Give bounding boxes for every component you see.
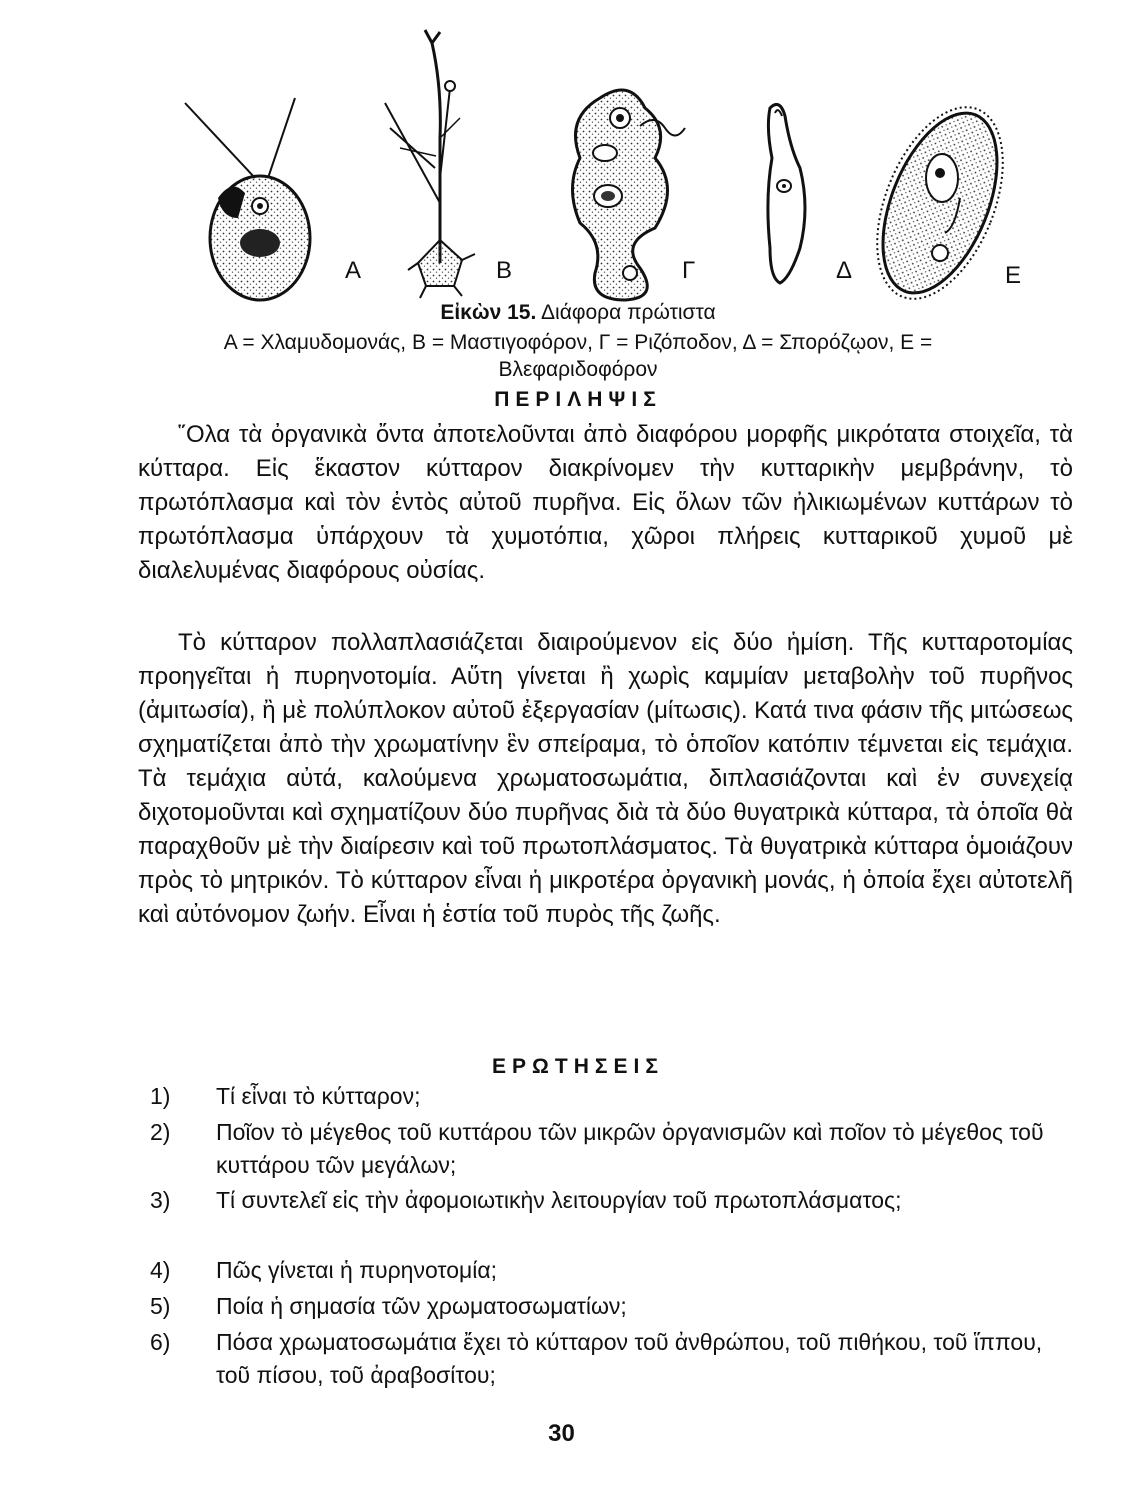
question-number: 1) <box>150 1083 171 1109</box>
summary-paragraph-1: ῞Ολα τὰ ὀργανικὰ ὄντα ἀποτελοῦνται ἀπὸ διαφόρου μορφῆς μικρότατα στοιχεῖα, τὰ κύτταρα. Εἰς ἕκαστον κύτταρον διακρίνομεν τὴν κυτταρικὴν μεμβράνην, τὸ πρωτόπλασμα καὶ τὸν ἐντὸς αὐτοῦ πυρῆνα. Εἰς ὅλων τῶν ἠλικιωμένων κυττάρων τὸ πρωτόπλασμα ὑπάρχουν τὰ χυμοτόπια, χῶροι πλήρεις κυτταρικοῦ χυμοῦ μὲ διαλελυμένας διαφόρους οὐσίας. <box>138 421 1073 584</box>
figure-caption <box>118 300 1038 325</box>
question-number: 3) <box>150 1187 171 1213</box>
question-number: 4) <box>150 1257 171 1283</box>
figure-label-e: Ε <box>1005 262 1022 289</box>
question-number: 5) <box>150 1293 171 1319</box>
page-number: 30 <box>548 1420 575 1447</box>
figure-caption-text: Διάφορα πρώτιστα <box>541 301 716 324</box>
questions-title: ΕΡΩΤΗΣΕΙΣ <box>492 1055 664 1078</box>
summary-title: ΠΕΡΙΛΗΨΙΣ <box>494 388 662 411</box>
figure-label-d: Δ <box>836 257 853 284</box>
sporozoon-drawing <box>768 104 805 283</box>
figure-label-b: Β <box>496 257 513 284</box>
ciliate-drawing <box>852 89 1028 306</box>
summary-paragraph-2: Τὸ κύτταρον πολλαπλασιάζεται διαιρούμενον εἰς δύο ἡμίση. Τῆς κυτταροτομίας προηγεῖται ἡ πυρηνοτομία. Αὕτη γίνεται ἢ χωρὶς καμμίαν μεταβολὴν τοῦ πυρῆνος (ἀμιτωσία), ἢ μὲ πολύπλοκον αὐτοῦ ἐξεργασίαν (μίτωσις). Κατά τινα φάσιν τῆς μιτώσεως σχηματίζεται ἀπὸ τὴν χρωματίνην ἓν σπείραμα, τὸ ὁποῖον κατόπιν τέμνεται εἰς τεμάχια. Τὰ τεμάχια αὐτά, καλούμενα χρωματοσωμάτια, διπλασιάζονται καὶ ἐν συνεχείᾳ διχοτομοῦνται καὶ σχηματίζουν δύο πυρῆνας διὰ τὰ δύο θυγατρικὰ κύτταρα, τὰ ὁποῖα θὰ παραχθοῦν μὲ τὴν διαίρεσιν καὶ τοῦ πρωτοπλάσματος. Τὰ θυγατρικὰ κύτταρα ὁμοιάζουν πρὸς τὸ μητρικόν. Τὸ κύτταρον εἶναι ἡ μικροτέρα ὀργανικὴ μονάς, ἡ ὁποία ἔχει αὐτοτελῆ καὶ αὐτόνομον ζωήν. Εἶναι ἡ ἑστία τοῦ πυρὸς τῆς ζωῆς. <box>138 629 1073 928</box>
question-text: Πόσα χρωματοσωμάτια ἔχει τὸ κύτταρον τοῦ ἀνθρώπου, τοῦ πιθήκου, τοῦ ἵππου, τοῦ πίσου, τοῦ ἀραβοσίτου; <box>216 1329 1043 1388</box>
question-text: Ποία ἡ σημασία τῶν χρωματοσωματίων; <box>216 1293 627 1319</box>
question-text: Τί εἶναι τὸ κύτταρον; <box>216 1083 421 1109</box>
figure-label-a: Α <box>345 257 362 284</box>
mastigophoron-drawing <box>385 30 475 298</box>
rhizopod-drawing <box>573 90 686 300</box>
question-text: Τί συντελεῖ εἰς τὴν ἀφομοιωτικὴν λειτουργίαν τοῦ πρωτοπλάσματος; <box>216 1187 902 1213</box>
figure-legend-line2: Βλεφαριδοφόρον <box>498 358 658 381</box>
protista-figure <box>150 28 1070 306</box>
chlamydomonas-drawing <box>185 98 310 300</box>
figure-label-g: Γ <box>682 257 696 284</box>
question-number: 6) <box>150 1329 171 1355</box>
question-text: Πῶς γίνεται ἡ πυρηνοτομία; <box>216 1257 498 1283</box>
question-number: 2) <box>150 1119 171 1145</box>
figure-legend-line1: Α = Χλαμυδομονάς, Β = Μαστιγοφόρον, Γ = Ριζόποδον, Δ = Σπορόζῳον, Ε = <box>223 331 933 354</box>
question-text: Ποῖον τὸ μέγεθος τοῦ κυττάρου τῶν μικρῶν ὀργανισμῶν καὶ ποῖον τὸ μέγεθος τοῦ κυττάρου τῶν μεγάλων; <box>216 1119 1044 1178</box>
protista-illustration <box>150 28 1070 306</box>
figure-caption-title: Εἰκὼν 15. <box>440 301 537 324</box>
